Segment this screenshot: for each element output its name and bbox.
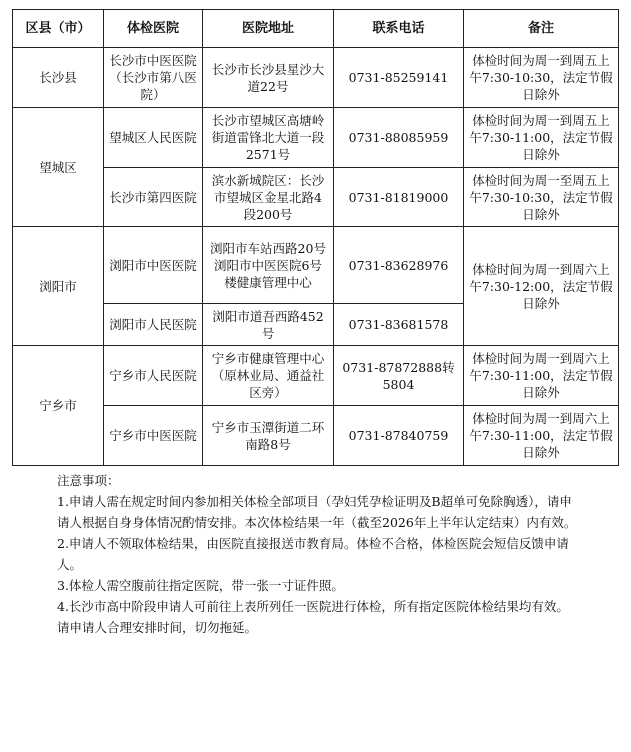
phone-cell: 0731-83628976 [334,227,464,304]
phone-cell: 0731-85259141 [334,48,464,108]
address-cell: 宁乡市玉潭街道二环南路8号 [203,406,334,466]
address-cell: 浏阳市车站西路20号浏阳市中医医院6号楼健康管理中心 [203,227,334,304]
hospital-cell: 浏阳市人民医院 [104,304,203,346]
note-item: 4.长沙市高中阶段申请人可前往上表所列任一医院进行体检，所有指定医院体检结果均有效。请申请人合理安排时间，切勿拖延。 [57,599,569,635]
table-row [13,406,619,466]
table-row [13,48,619,108]
note-item: 3.体检人需空腹前往指定医院，带一张一寸证件照。 [57,578,344,593]
table-header-row [13,10,619,48]
phone-cell: 0731-88085959 [334,108,464,168]
address-cell: 宁乡市健康管理中心（原林业局、通益社区旁） [203,346,334,406]
hospital-cell: 浏阳市中医医院 [104,227,203,304]
notes-section [57,470,577,638]
header-hospital: 体检医院 [104,10,203,48]
district-cell: 浏阳市 [13,227,104,346]
address-cell: 滨水新城院区：长沙市望城区金星北路4段200号 [203,168,334,227]
notes-title: 注意事项： [57,473,120,488]
note-cell: 体检时间为周一到周六上午7:30-11:00，法定节假日除外 [464,346,619,406]
phone-cell: 0731-87872888转5804 [334,346,464,406]
phone-cell: 0731-81819000 [334,168,464,227]
address-cell: 长沙市长沙县星沙大道22号 [203,48,334,108]
header-phone: 联系电话 [334,10,464,48]
hospital-cell: 长沙市中医医院（长沙市第八医院） [104,48,203,108]
header-address: 医院地址 [203,10,334,48]
table-row [13,346,619,406]
district-cell: 长沙县 [13,48,104,108]
district-cell: 望城区 [13,108,104,227]
hospital-cell: 宁乡市中医医院 [104,406,203,466]
hospital-table [12,9,619,466]
address-cell: 长沙市望城区高塘岭街道雷锋北大道一段2571号 [203,108,334,168]
hospital-cell: 宁乡市人民医院 [104,346,203,406]
table-row [13,108,619,168]
header-note: 备注 [464,10,619,48]
note-cell: 体检时间为周一到周五上午7:30-10:30，法定节假日除外 [464,48,619,108]
hospital-cell: 长沙市第四医院 [104,168,203,227]
note-item: 1.申请人需在规定时间内参加相关体检全部项目（孕妇凭孕检证明及B超单可免除胸透），请申请人根据自身身体情况酌情安排。本次体检结果一年（截至2026年上半年认定结束）内有效。 [57,494,577,530]
hospital-cell: 望城区人民医院 [104,108,203,168]
note-item: 2.申请人不领取体检结果，由医院直接报送市教育局。体检不合格，体检医院会短信反馈申请人。 [57,536,569,572]
note-cell: 体检时间为周一至周五上午7:30-10:30，法定节假日除外 [464,168,619,227]
header-district: 区县（市） [13,10,104,48]
district-cell: 宁乡市 [13,346,104,466]
note-cell: 体检时间为周一到周六上午7:30-11:00，法定节假日除外 [464,406,619,466]
phone-cell: 0731-87840759 [334,406,464,466]
table-row [13,168,619,227]
note-cell: 体检时间为周一到周六上午7:30-12:00，法定节假日除外 [464,227,619,346]
phone-cell: 0731-83681578 [334,304,464,346]
address-cell: 浏阳市道吾西路452号 [203,304,334,346]
note-cell: 体检时间为周一到周五上午7:30-11:00，法定节假日除外 [464,108,619,168]
table-row [13,227,619,304]
